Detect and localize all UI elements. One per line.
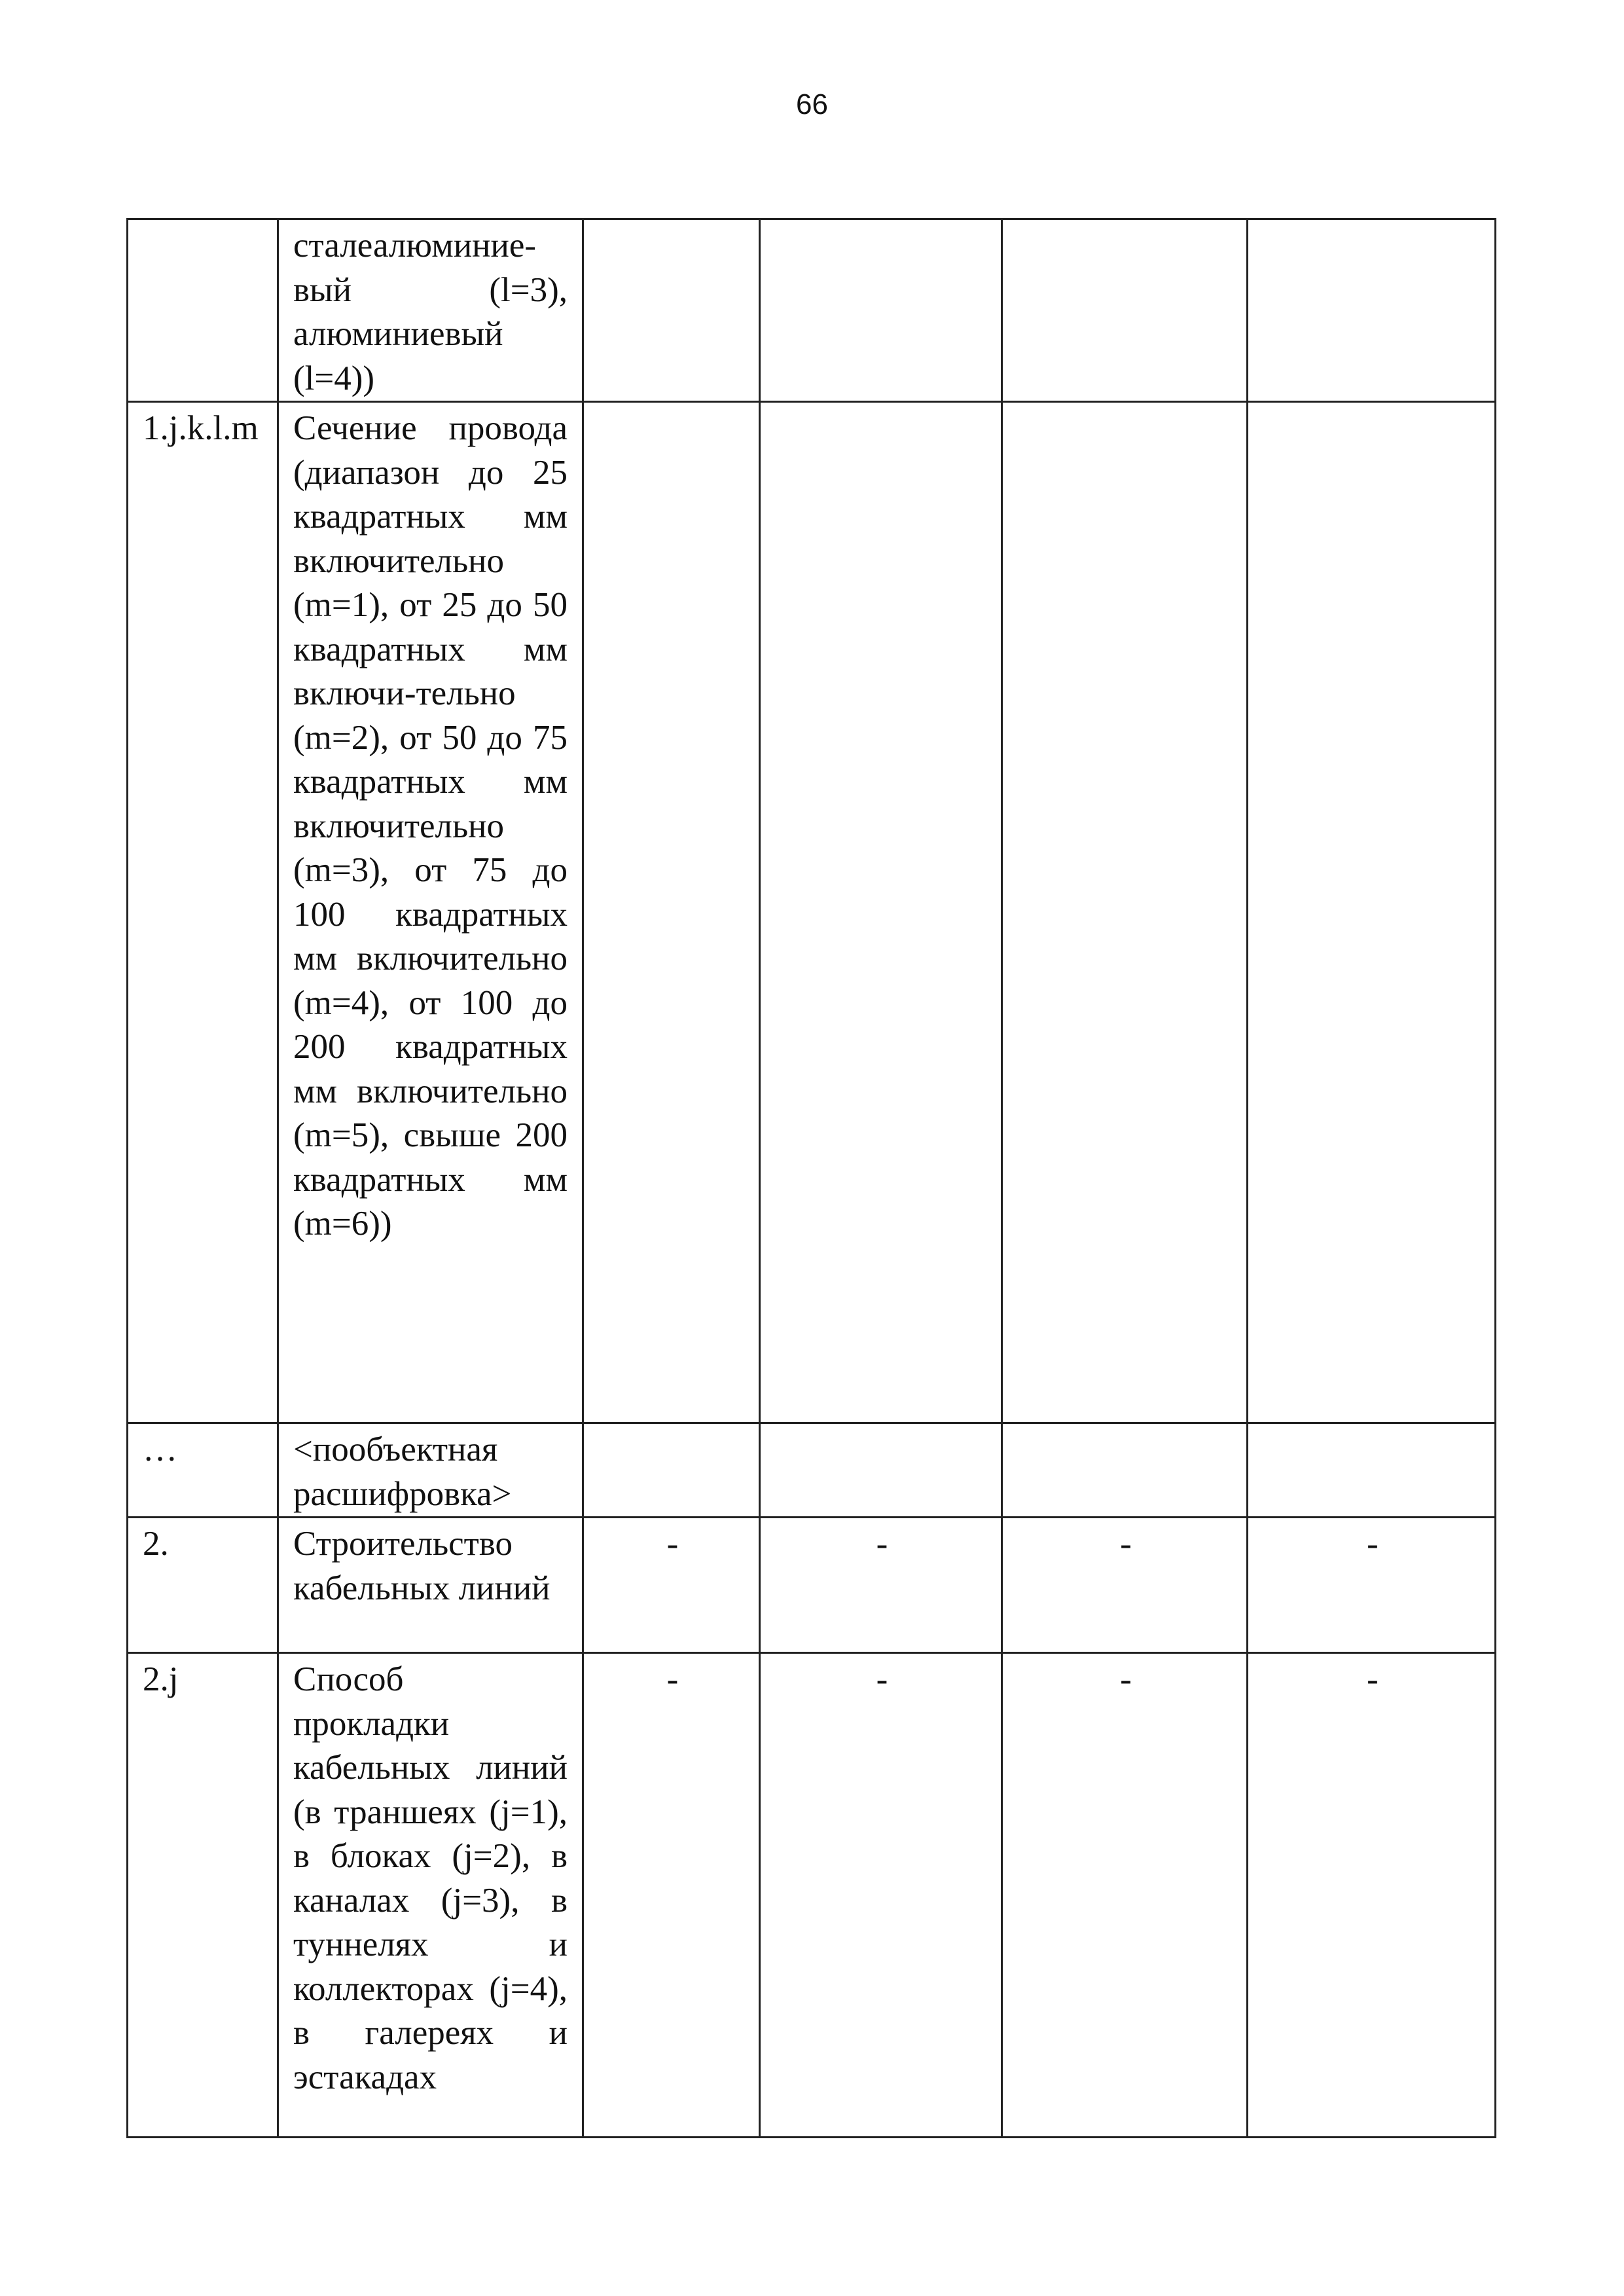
value-cell: - (760, 1518, 1002, 1653)
value-cell (760, 219, 1002, 402)
value-cell: - (583, 1653, 760, 2138)
page-number: 66 (796, 88, 828, 120)
value-cell (583, 219, 760, 402)
value-cell: - (1248, 1653, 1496, 2138)
value-cell: - (1248, 1518, 1496, 1653)
description-cell: сталеалюминие-вый (l=3), алюминиевый (l=4)) (278, 219, 583, 402)
value-cell (1002, 219, 1248, 402)
table-row (128, 219, 1496, 402)
table-row (128, 1423, 1496, 1518)
value-cell (1248, 402, 1496, 1423)
value-cell: - (1002, 1653, 1248, 2138)
document-table (126, 218, 1496, 2138)
description-cell: Способ прокладки кабельных линий (в траншеях (j=1), в блоках (j=2), в каналах (j=3), в туннелях и коллекторах (j=4), в галереях и эстакадах (278, 1653, 583, 2138)
value-cell (1248, 219, 1496, 402)
value-cell: - (583, 1518, 760, 1653)
table-row (128, 1518, 1496, 1653)
table-row (128, 1653, 1496, 2138)
value-cell (583, 1423, 760, 1518)
value-cell: - (760, 1653, 1002, 2138)
description-cell: <пообъектная расшифровка> (278, 1423, 583, 1518)
row-number-cell (128, 219, 278, 402)
row-number-cell: 1.j.k.l.m (128, 402, 278, 1423)
value-cell (1248, 1423, 1496, 1518)
value-cell (760, 1423, 1002, 1518)
value-cell (1002, 1423, 1248, 1518)
value-cell (760, 402, 1002, 1423)
value-cell (583, 402, 760, 1423)
table-row (128, 402, 1496, 1423)
description-cell: Строительство кабельных линий (278, 1518, 583, 1653)
value-cell: - (1002, 1518, 1248, 1653)
description-cell: Сечение провода (диапазон до 25 квадратных мм включительно (m=1), от 25 до 50 квадратных мм включи-тельно (m=2), от 50 до 75 квадратных мм включительно (m=3), от 75 до 100 квадратных мм включительно (m=4), от 100 до 200 квадратных мм включительно (m=5), свыше 200 квадратных мм (m=6)) (278, 402, 583, 1423)
row-number-cell: … (128, 1423, 278, 1518)
row-number-cell: 2.j (128, 1653, 278, 2138)
value-cell (1002, 402, 1248, 1423)
row-number-cell: 2. (128, 1518, 278, 1653)
